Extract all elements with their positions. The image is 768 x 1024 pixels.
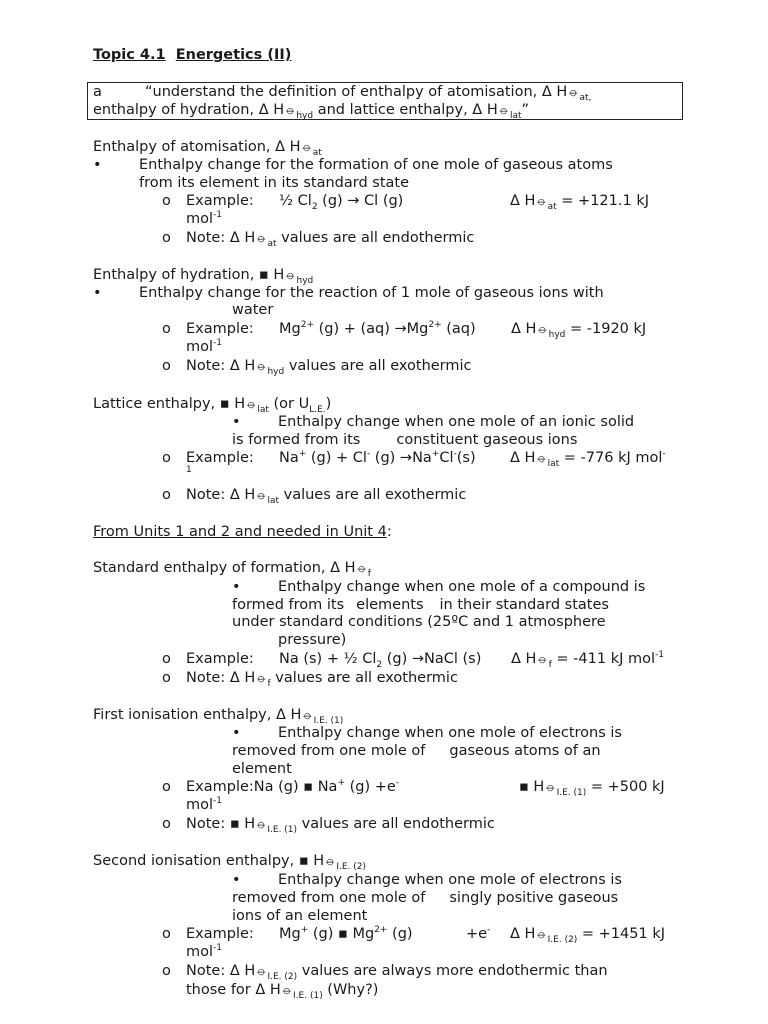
lattice-example-equation: Na+ (g) + Cl- (g) →Na+Cl-(s) xyxy=(279,449,476,466)
formation-example-value: Δ $H⦵_f = -411$ kJ mol$^{-1}$ xyxy=(511,650,664,670)
ie1-note: Note: ▪ $H⦵_{I.E. (1)}$ values are all endothermic xyxy=(186,816,495,835)
units-heading: From Units 1 and 2 and needed in Unit 4: xyxy=(93,524,392,540)
formation-note: Note: Δ $H⦵_f$ values are all exothermic xyxy=(186,670,458,689)
hydration-example-equation: $Mg^{2+}$ $(g) + (aq) \to Mg^{2+}$ (aq) xyxy=(279,320,476,337)
hydration-example-value: Δ $H⦵_{hyd} = -1920$ kJ xyxy=(511,321,647,340)
bullet-icon: • xyxy=(232,725,241,741)
circle-bullet-icon: o xyxy=(162,321,171,337)
objective-line-1: “understand the definition of enthalpy of atomisation, Δ $H⦵_{at,}$ xyxy=(145,84,592,103)
circle-bullet-icon: o xyxy=(162,963,171,979)
circle-bullet-icon: o xyxy=(162,651,171,667)
atomisation-heading: Enthalpy of atomisation, Δ $H⦵_{at}$ xyxy=(93,139,322,158)
lattice-definition-cont: is formed from its constituent gaseous ions xyxy=(232,432,578,448)
topic-number: Topic 4.1 xyxy=(93,47,166,63)
ie2-note: Note: Δ $H⦵_{I.E. (2)}$ values are always more endothermic than xyxy=(186,963,608,982)
circle-bullet-icon: o xyxy=(162,193,171,209)
ie2-heading: Second ionisation enthalpy, ▪ $H⦵_{I.E. (2)}$ xyxy=(93,853,367,872)
lattice-example-value: Δ $H⦵_{lat} = -776$ kJ mol- xyxy=(510,449,666,469)
bullet-icon: • xyxy=(232,414,241,430)
circle-bullet-icon: o xyxy=(162,487,171,503)
formation-example-label: Example: xyxy=(186,651,254,667)
bullet-icon: • xyxy=(232,579,241,595)
hydration-definition: Enthalpy change for the reaction of 1 mole of gaseous ions with xyxy=(139,285,604,301)
circle-bullet-icon: o xyxy=(162,358,171,374)
bullet-icon: • xyxy=(232,872,241,888)
lattice-heading: Lattice enthalpy, ▪ $H⦵_{lat}$ (or $U_{L.E.}$) xyxy=(93,396,332,415)
objective-line-2: enthalpy of hydration, Δ $H⦵_{hyd}$ and lattice enthalpy, Δ $H⦵_{lat}$” xyxy=(93,102,530,121)
hydration-definition-cont: water xyxy=(232,302,274,318)
ie2-example-unit: mol$^{-1}$ xyxy=(186,943,223,960)
hydration-note: Note: Δ $H⦵_{hyd}$ values are all exothermic xyxy=(186,358,472,377)
hydration-heading: Enthalpy of hydration, ▪ $H⦵_{hyd}$ xyxy=(93,267,314,286)
formation-heading: Standard enthalpy of formation, Δ $H⦵_f$ xyxy=(93,560,371,579)
formation-definition-cont-3: pressure) xyxy=(278,632,347,648)
ie2-definition: Enthalpy change when one mole of electrons is xyxy=(278,872,622,888)
atomisation-note: Note: Δ $H⦵_{at}$ values are all endothermic xyxy=(186,230,475,249)
ie2-definition-cont-2: ions of an element xyxy=(232,908,368,924)
ie1-definition-cont-2: element xyxy=(232,761,292,777)
formation-definition-cont: formed from its elements in their standard states xyxy=(232,597,609,613)
atomisation-example-label: Example: xyxy=(186,193,254,209)
atomisation-example-unit: mol$^{-1}$ xyxy=(186,210,223,227)
circle-bullet-icon: o xyxy=(162,779,171,795)
atomisation-definition: Enthalpy change for the formation of one mole of gaseous atoms xyxy=(139,157,613,173)
bullet-icon: • xyxy=(93,285,102,301)
topic-name: Energetics (II) xyxy=(175,47,292,63)
hydration-example-unit: mol$^{-1}$ xyxy=(186,338,223,355)
page-title xyxy=(93,46,291,64)
ie2-example-equation: Mg+ (g) ▪ $Mg^{2+}$ (g) xyxy=(279,925,413,942)
circle-bullet-icon: o xyxy=(162,230,171,246)
lattice-example-label: Example: xyxy=(186,450,254,466)
formation-definition-cont-2: under standard conditions (25ºC and 1 atmosphere xyxy=(232,614,606,630)
atomisation-example-equation: ½ $Cl_2$ (g) → Cl (g) xyxy=(279,193,404,212)
lattice-example-wrap: 1 xyxy=(186,465,192,475)
ie1-example-unit: mol$^{-1}$ xyxy=(186,796,223,813)
circle-bullet-icon: o xyxy=(162,816,171,832)
ie1-example: Example:Na (g) ▪ Na+ (g) +e- xyxy=(186,778,400,795)
circle-bullet-icon: o xyxy=(162,670,171,686)
hydration-example-label: Example: xyxy=(186,321,254,337)
formation-definition: Enthalpy change when one mole of a compound is xyxy=(278,579,646,595)
atomisation-example-value: Δ $H⦵_{at} = +121.1$ kJ xyxy=(510,193,649,212)
ie1-example-value: ▪ $H⦵_{I.E. (1)} = +500$ kJ xyxy=(519,779,665,798)
ie2-note-cont: those for Δ $H⦵_{I.E. (1)}$ (Why?) xyxy=(186,982,379,1001)
circle-bullet-icon: o xyxy=(162,926,171,942)
ie1-definition-cont: removed from one mole of gaseous atoms of an xyxy=(232,743,601,759)
ie2-example-value: Δ $H⦵_{I.E. (2)} = +1451$ kJ xyxy=(510,926,666,945)
lattice-definition: Enthalpy change when one mole of an ionic solid xyxy=(278,414,635,430)
atomisation-definition-cont: from its element in its standard state xyxy=(139,175,409,191)
bullet-icon: • xyxy=(93,157,102,173)
ie2-example-electron: +e- xyxy=(466,925,491,942)
circle-bullet-icon: o xyxy=(162,450,171,466)
formation-example-equation: Na (s) + ½ $Cl_2$ (g) →NaCl (s) xyxy=(279,651,482,670)
ie2-definition-cont: removed from one mole of singly positive gaseous xyxy=(232,890,619,906)
ie1-heading: First ionisation enthalpy, Δ $H⦵_{I.E. (1)}$ xyxy=(93,707,344,726)
ie2-example-label: Example: xyxy=(186,926,254,942)
lattice-note: Note: Δ $H⦵_{lat}$ values are all exothermic xyxy=(186,487,467,506)
ie1-definition: Enthalpy change when one mole of electrons is xyxy=(278,725,622,741)
objective-label: a xyxy=(93,84,102,100)
